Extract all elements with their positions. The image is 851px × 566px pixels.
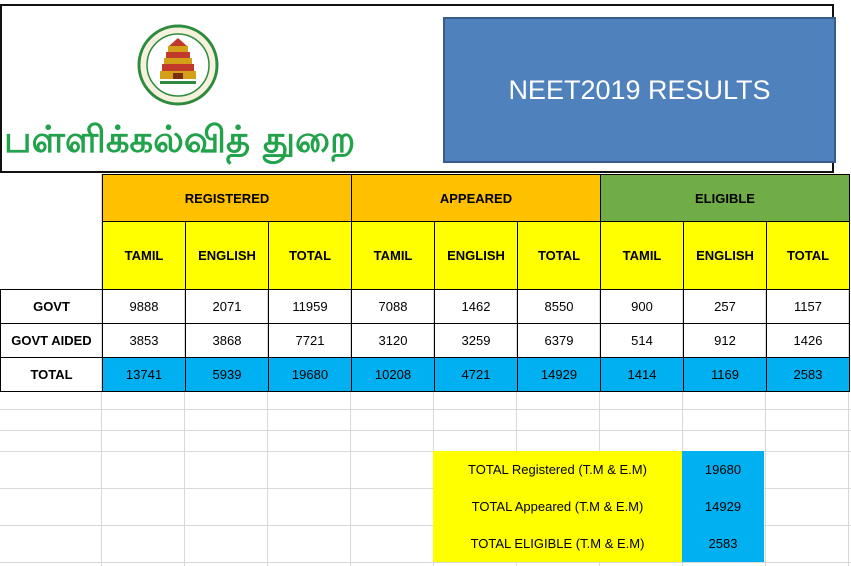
header-banner [0, 4, 834, 173]
table-cell: 514 [601, 324, 684, 358]
table-cell: 2071 [186, 290, 269, 324]
table-cell: 1169 [684, 358, 767, 392]
subheader-total: TOTAL [518, 222, 601, 290]
table-cell: 3259 [435, 324, 518, 358]
group-header-appeared: APPEARED [352, 175, 601, 222]
table-cell: 257 [684, 290, 767, 324]
subheader-tamil: TAMIL [352, 222, 435, 290]
subheader-tamil: TAMIL [103, 222, 186, 290]
table-cell: 1462 [435, 290, 518, 324]
table-cell: 1414 [601, 358, 684, 392]
tamil-nadu-emblem-icon [137, 24, 219, 106]
summary-label-appeared: TOTAL Appeared (T.M & E.M) [433, 488, 682, 525]
table-cell: 8550 [518, 290, 601, 324]
table-cell: 1157 [767, 290, 850, 324]
table-row-total [1, 358, 850, 392]
table-cell: 912 [684, 324, 767, 358]
table-cell: 3853 [103, 324, 186, 358]
department-title: பள்ளிக்கல்வித் துறை [4, 118, 356, 161]
row-label: GOVT AIDED [1, 324, 103, 358]
summary-label-registered: TOTAL Registered (T.M & E.M) [433, 451, 682, 488]
row-label: TOTAL [1, 358, 103, 392]
group-header-eligible: ELIGIBLE [601, 175, 850, 222]
subheader-english: ENGLISH [684, 222, 767, 290]
subheader-english: ENGLISH [435, 222, 518, 290]
group-header-registered: REGISTERED [103, 175, 352, 222]
table-cell: 7088 [352, 290, 435, 324]
subheader-tamil: TAMIL [601, 222, 684, 290]
results-title-box [443, 17, 836, 163]
table-cell: 14929 [518, 358, 601, 392]
summary-row [433, 451, 764, 488]
summary-value-registered: 19680 [682, 451, 764, 488]
results-title: NEET2019 RESULTS [508, 74, 771, 105]
summary-label-eligible: TOTAL ELIGIBLE (T.M & E.M) [433, 525, 682, 562]
table-cell: 5939 [186, 358, 269, 392]
subheader-total: TOTAL [767, 222, 850, 290]
table-cell: 7721 [269, 324, 352, 358]
results-table [0, 174, 850, 392]
summary-value-eligible: 2583 [682, 525, 764, 562]
table-cell: 13741 [103, 358, 186, 392]
summary-value-appeared: 14929 [682, 488, 764, 525]
table-cell: 9888 [103, 290, 186, 324]
table-row [1, 290, 850, 324]
summary-row [433, 488, 764, 525]
summary-row [433, 525, 764, 562]
table-cell: 1426 [767, 324, 850, 358]
row-label: GOVT [1, 290, 103, 324]
table-row [1, 324, 850, 358]
corner-cell [1, 175, 103, 290]
summary-table [433, 451, 764, 562]
table-cell: 19680 [269, 358, 352, 392]
table-cell: 11959 [269, 290, 352, 324]
subheader-english: ENGLISH [186, 222, 269, 290]
table-cell: 3868 [186, 324, 269, 358]
table-cell: 10208 [352, 358, 435, 392]
table-cell: 900 [601, 290, 684, 324]
table-cell: 2583 [767, 358, 850, 392]
table-cell: 6379 [518, 324, 601, 358]
table-cell: 4721 [435, 358, 518, 392]
subheader-total: TOTAL [269, 222, 352, 290]
table-cell: 3120 [352, 324, 435, 358]
